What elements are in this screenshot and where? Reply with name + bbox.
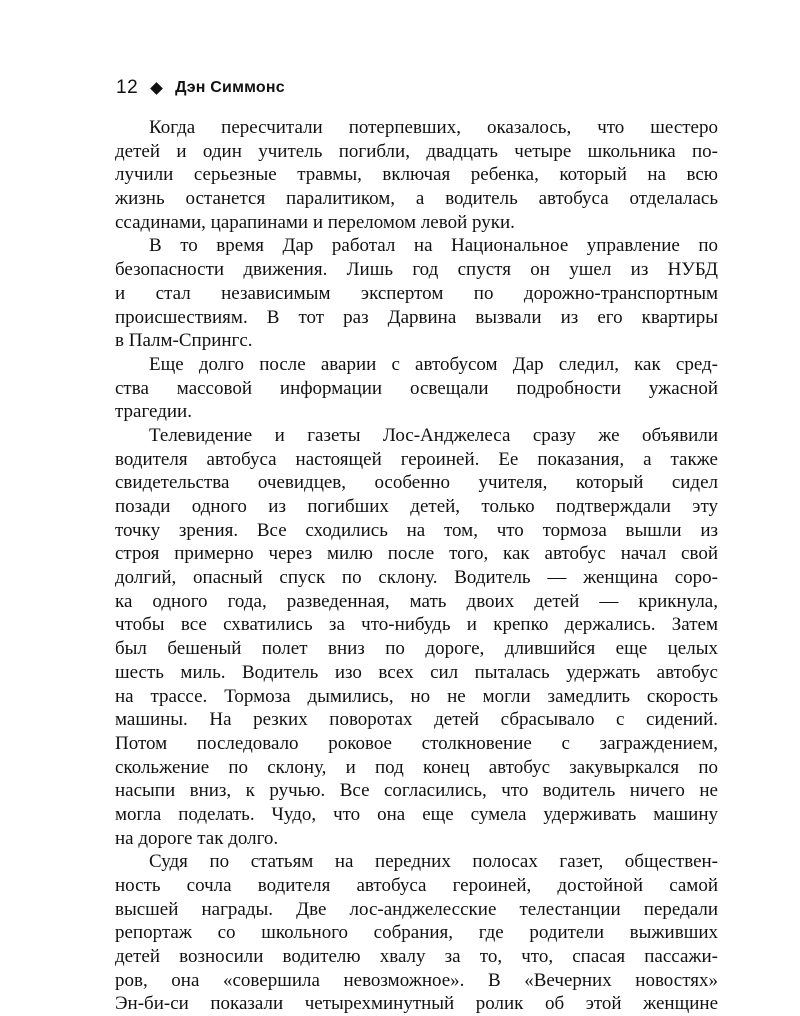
paragraph xyxy=(115,116,718,234)
text-line: на дороге так долго. xyxy=(115,827,279,849)
text-line: позади одного из погибших детей, только подтверждали эту xyxy=(115,496,718,517)
text-line: безопасности движения. Лишь год спустя он ушел из НУБД xyxy=(115,259,718,281)
text-line: долгий, опасный спуск по склону. Водитель — женщина соро- xyxy=(115,567,718,589)
paragraph xyxy=(115,353,718,424)
text-line: Еще долго после аварии с автобусом Дар следил, как сред- xyxy=(149,353,718,375)
text-line: на трассе. Тормоза дымились, но не могли замедлить скорость xyxy=(115,685,718,707)
text-line: точку зрения. Все сходились на том, что тормоза вышли из xyxy=(115,519,718,541)
paragraph xyxy=(115,850,718,1016)
paragraph xyxy=(115,424,718,850)
text-line: скольжение по склону, и под конец автобус закувыркался по xyxy=(115,756,718,778)
text-line: и стал независимым экспертом по дорожно-транспортным xyxy=(115,282,718,304)
text-line: чтобы все схватились за что-нибудь и крепко держались. Затем xyxy=(115,614,718,636)
text-line: ства массовой информации освещали подробности ужасной xyxy=(115,377,718,399)
author-name: Дэн Симмонс xyxy=(175,79,285,96)
text-line: шесть миль. Водитель изо всех сил пыталась удержать автобус xyxy=(115,661,718,683)
text-line: свидетельства очевидцев, особенно учителя, который сидел xyxy=(115,472,718,494)
text-line: был бешеный полет вниз по дороге, длившийся еще целых xyxy=(115,638,718,660)
body-text xyxy=(115,116,718,1016)
text-line: лучили серьезные травмы, включая ребенка, который на всю xyxy=(115,164,718,186)
text-line: Эн-би-си показали четырехминутный ролик об этой женщине xyxy=(115,993,718,1015)
text-line: водителя автобуса настоящей героиней. Ее показания, а также xyxy=(115,448,718,470)
text-line: Когда пересчитали потерпевших, оказалось, что шестеро xyxy=(149,117,718,138)
text-line: трагедии. xyxy=(115,401,192,423)
text-line: В то время Дар работал на Национальное управление по xyxy=(149,235,718,257)
text-line: жизнь останется паралитиком, а водитель автобуса отделалась xyxy=(115,188,718,210)
text-line: ров, она «совершила невозможное». В «Вечерних новостях» xyxy=(115,969,718,991)
text-line: ссадинами, царапинами и переломом левой руки. xyxy=(115,211,515,233)
text-line: детей и один учитель погибли, двадцать четыре школьника по- xyxy=(115,140,718,162)
text-line: ка одного года, разведенная, мать двоих детей — крикнула, xyxy=(115,590,718,612)
text-line: насыпи вниз, к ручью. Все согласились, что водитель ничего не xyxy=(115,780,718,802)
text-line: Потом последовало роковое столкновение с заграждением, xyxy=(115,732,718,754)
page-number: 12 xyxy=(116,77,139,98)
text-line: детей возносили водителю хвалу за то, что, спасая пассажи- xyxy=(115,946,718,968)
text-line: высшей награды. Две лос-анджелесские телестанции передали xyxy=(115,898,718,920)
diamond-icon xyxy=(150,82,163,95)
text-line: репортаж со школьного собрания, где родители выживших xyxy=(115,922,718,944)
text-line: в Палм-Спрингс. xyxy=(115,330,253,352)
text-line: Телевидение и газеты Лос-Анджелеса сразу же объявили xyxy=(149,424,718,446)
text-line: могла поделать. Чудо, что она еще сумела удерживать машину xyxy=(115,803,718,825)
text-line: ность сочла водителя автобуса героиней, достойной самой xyxy=(115,875,718,896)
paragraph xyxy=(115,234,718,352)
text-line: машины. На резких поворотах детей сбрасывало с сидений. xyxy=(115,709,718,731)
text-line: происшествиям. В тот раз Дарвина вызвали из его квартиры xyxy=(115,306,718,328)
text-line: Судя по статьям на передних полосах газет, обществен- xyxy=(149,851,718,873)
text-line: строя примерно через милю после того, как автобус начал свой xyxy=(115,543,718,565)
running-head xyxy=(116,74,285,102)
